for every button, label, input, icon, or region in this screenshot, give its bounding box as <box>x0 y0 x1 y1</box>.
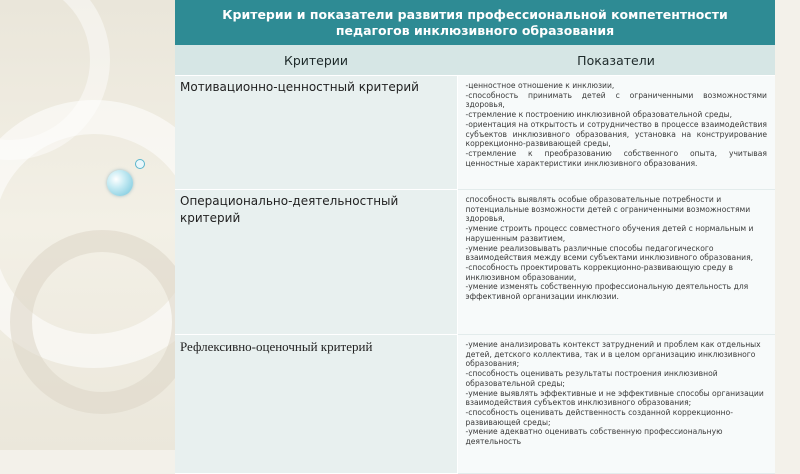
indicator-item: -стремление к построению инклюзивной образовательной среды, <box>465 110 733 120</box>
criterion-cell: Рефлексивно-оценочный критерий <box>175 335 457 474</box>
table-row <box>175 190 775 335</box>
indicator-item: -умение строить процесс совместного обучения детей с нормальным и нарушенным развитием, <box>465 224 754 243</box>
table-row <box>175 76 775 190</box>
bubble-icon <box>107 170 133 196</box>
criterion-cell: Операционально-деятельностный критерий <box>175 190 457 335</box>
indicator-item: -способность проектировать коррекционно-развивающую среду в инклюзивном образовании, <box>465 262 733 282</box>
indicator-item: -умение адекватно оценивать собственную профессиональную деятельность <box>465 427 723 447</box>
table-row <box>175 335 775 474</box>
indicator-item: -умение изменять собственную профессиональную деятельность для эффективной организации инклюзии. <box>465 282 749 302</box>
indicator-item: способность выявлять особые образовательные потребности и потенциальные возможности детей с ограниченными возможностями здоровья, <box>465 195 751 224</box>
indicator-item: -умение выявлять эффективные и не эффективные способы организации взаимодействия субъектов инклюзивного образования; <box>465 388 764 408</box>
slide <box>175 0 775 450</box>
indicator-item: -умение анализировать контекст затруднений и проблем как отдельных детей, детского коллектива, так и в целом организацию инклюзивного образования; <box>465 340 761 369</box>
criteria-table <box>175 45 775 474</box>
indicator-item: -способность оценивать действенность созданной коррекционно-развивающей среды; <box>465 407 734 427</box>
indicator-item: -умение реализовывать различные способы педагогического взаимодействия между всеми субъектами инклюзивного образования, <box>465 243 754 263</box>
indicator-item: -способность принимать детей с ограниченными возможностями здоровья, <box>465 90 767 110</box>
indicators-cell <box>457 76 775 190</box>
slide-title: Критерии и показатели развития профессиональной компетентности педагогов инклюзивного образования <box>175 0 775 45</box>
indicator-item: -ориентация на открытость и сотрудничество в процессе взаимодействия субъектов инклюзивного образования, установка на конструирование коррекционно-развивающей среды, <box>465 119 767 149</box>
indicator-item: -способность оценивать результаты построения инклюзивной образовательной среды; <box>465 369 718 388</box>
header-indicators: Показатели <box>457 45 775 76</box>
indicators-cell <box>457 190 775 335</box>
criterion-cell: Мотивационно-ценностный критерий <box>175 76 457 190</box>
header-criteria: Критерии <box>175 45 457 76</box>
indicators-cell <box>457 335 775 474</box>
indicator-item: -ценностное отношение к инклюзии, <box>465 81 615 90</box>
decorative-ring <box>10 230 175 414</box>
background-decoration <box>0 0 175 450</box>
small-bubble-icon <box>135 159 145 169</box>
indicator-item: -стремление к преобразованию собственного опыта, учитывая ценностные характеристики инклюзивного образования. <box>465 148 767 168</box>
